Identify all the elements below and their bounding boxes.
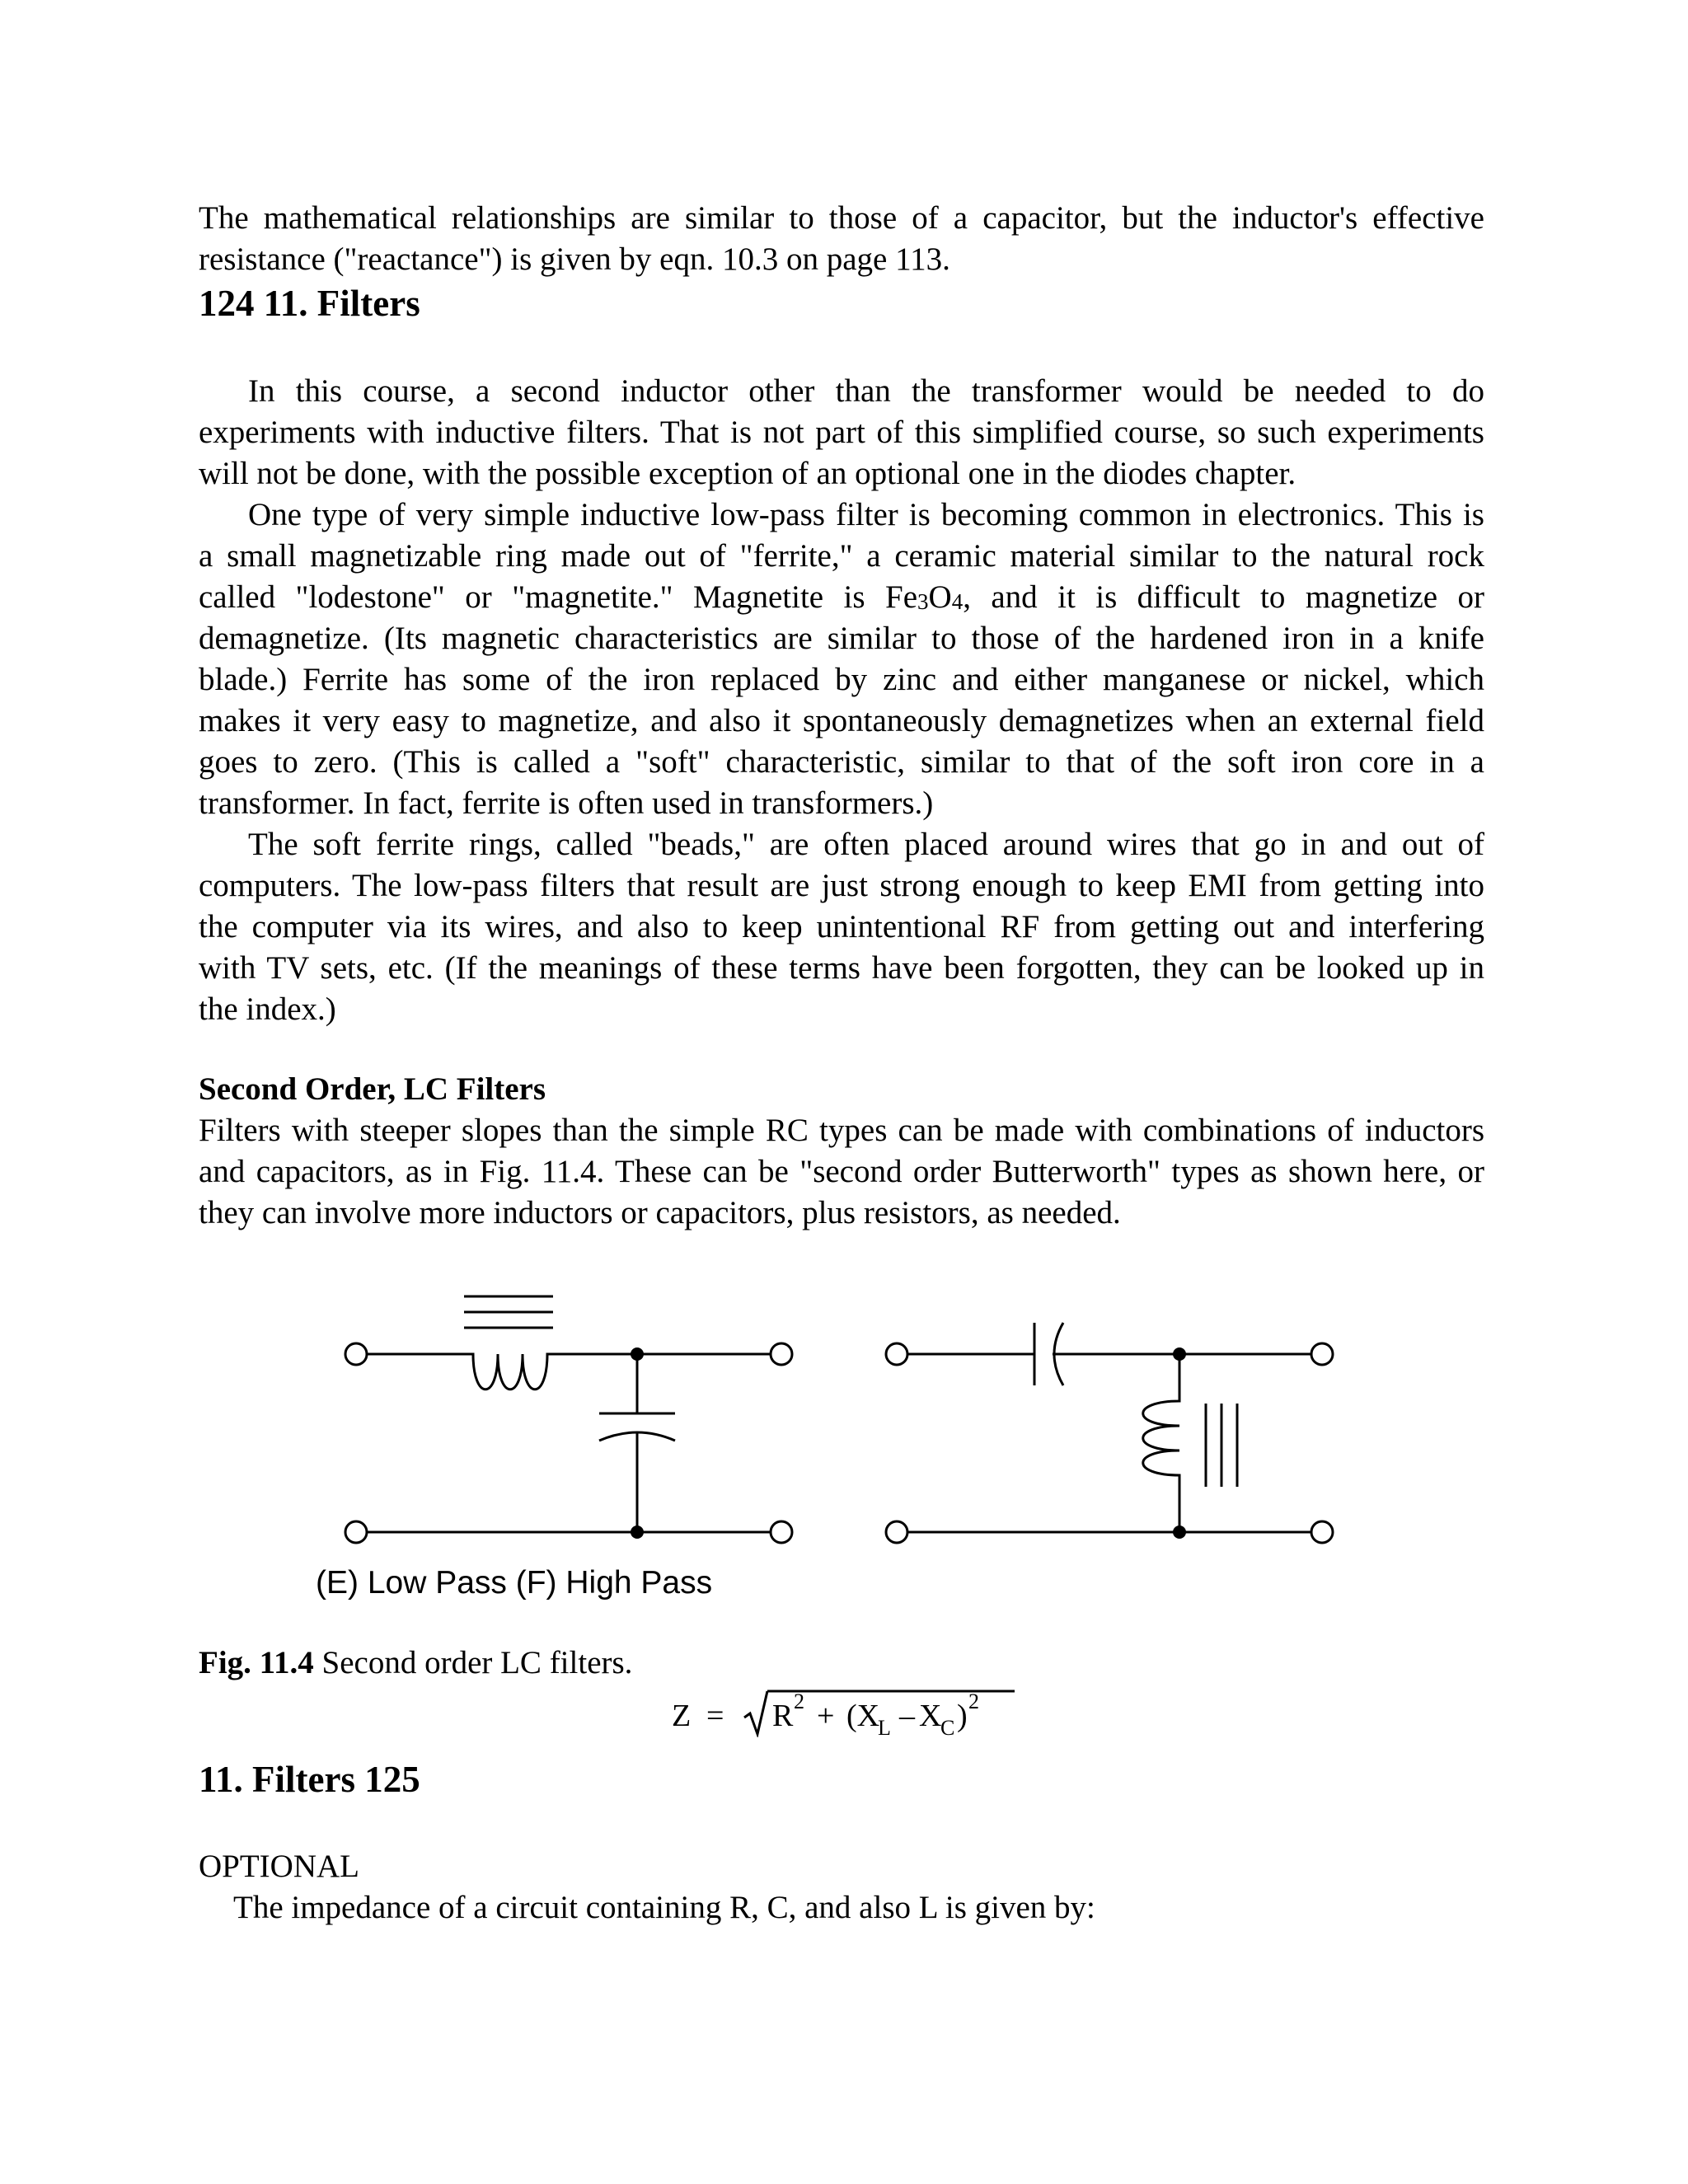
output-terminal-bottom xyxy=(1311,1521,1333,1543)
page-header-124: 124 11. Filters xyxy=(199,283,420,324)
text-line: will not be done, with the possible exception of an optional one in the diodes chapter. xyxy=(199,456,1296,491)
text-line: experiments with inductive filters. That is not part of this simplified course, so such experiments xyxy=(199,415,1484,450)
eq-xl: (X xyxy=(846,1699,880,1733)
text-line: the computer via its wires, and also to keep unintentional RF from getting out and interfering xyxy=(199,909,1484,944)
input-terminal-top xyxy=(345,1343,367,1365)
section-heading: Second Order, LC Filters xyxy=(199,1071,546,1107)
text-line: The mathematical relationships are similar to those of a capacitor, but the inductor's effective xyxy=(199,200,1484,236)
text-line: makes it very easy to magnetize, and also it spontaneously demagnetizes when an external field xyxy=(199,703,1484,738)
page-header-125: 11. Filters 125 xyxy=(199,1759,420,1800)
figure-caption xyxy=(199,1643,632,1684)
optional-label: OPTIONAL xyxy=(199,1849,359,1884)
text-line: One type of very simple inductive low-pass filter is becoming common in electronics. This is xyxy=(248,497,1484,532)
eq-plus: + xyxy=(817,1699,835,1733)
input-terminal-bottom xyxy=(345,1521,367,1543)
formula-element: O xyxy=(928,579,952,615)
low-pass-circuit xyxy=(345,1296,792,1543)
text-segment: , and it is difficult to magnetize or xyxy=(963,579,1484,615)
output-terminal-top xyxy=(771,1343,792,1365)
high-pass-circuit xyxy=(886,1323,1333,1543)
eq-r-squared: 2 xyxy=(794,1690,804,1713)
input-terminal-bottom xyxy=(886,1521,907,1543)
text-line: demagnetize. (Its magnetic characteristics are similar to those of the hardened iron in a knife xyxy=(199,621,1484,656)
text-line: In this course, a second inductor other than the transformer would be needed to do xyxy=(248,373,1484,409)
eq-c-subscript: C xyxy=(940,1716,955,1740)
text-line: transformer. In fact, ferrite is often used in transformers.) xyxy=(199,785,934,821)
text-line: goes to zero. (This is called a "soft" characteristic, similar to that of the soft iron core in a xyxy=(199,744,1484,780)
eq-z: Z xyxy=(672,1699,692,1733)
text-line: resistance ("reactance") is given by eqn. 10.3 on page 113. xyxy=(199,241,950,277)
eq-r: R xyxy=(772,1699,794,1733)
figure-caption-label: Fig. 11.4 xyxy=(199,1645,314,1680)
text-line: computers. The low-pass filters that result are just strong enough to keep EMI from getting into xyxy=(199,868,1484,903)
output-terminal-top xyxy=(1311,1343,1333,1365)
figure-caption-text: Second order LC filters. xyxy=(313,1645,633,1680)
text-line: and capacitors, as in Fig. 11.4. These can be "second order Butterworth" types as shown here, or xyxy=(199,1154,1484,1189)
eq-minus: – xyxy=(899,1699,915,1733)
eq-l-subscript: L xyxy=(878,1716,891,1740)
text-line: Filters with steeper slopes than the simple RC types can be made with combinations of inductors xyxy=(199,1113,1484,1148)
eq-xc: X xyxy=(919,1699,942,1733)
formula-subscript: 4 xyxy=(951,589,964,614)
text-line: blade.) Ferrite has some of the iron replaced by zinc and either manganese or nickel, which xyxy=(199,662,1484,697)
figure-inline-label: (E) Low Pass (F) High Pass xyxy=(316,1565,713,1601)
text-line: The soft ferrite rings, called "beads," are often placed around wires that go in and out of xyxy=(248,827,1484,862)
inductor-symbol xyxy=(1143,1354,1179,1532)
text-segment: called "lodestone" or "magnetite." Magnetite is Fe xyxy=(199,579,918,615)
formula-subscript: 3 xyxy=(917,589,929,614)
eq-close-paren: ) xyxy=(957,1699,968,1733)
eq-equals: = xyxy=(706,1699,724,1733)
final-sentence: The impedance of a circuit containing R, C, and also L is given by: xyxy=(233,1890,1095,1925)
text-line: they can involve more inductors or capacitors, plus resistors, as needed. xyxy=(199,1195,1121,1230)
input-terminal-top xyxy=(886,1343,907,1365)
text-line: a small magnetizable ring made out of "ferrite," a ceramic material similar to the natural rock xyxy=(199,538,1484,574)
junction-dot xyxy=(1173,1526,1186,1539)
junction-dot xyxy=(631,1526,644,1539)
output-terminal-bottom xyxy=(771,1521,792,1543)
radical-sign xyxy=(743,1688,769,1737)
text-line: the index.) xyxy=(199,991,336,1027)
text-line: with TV sets, etc. (If the meanings of these terms have been forgotten, they can be looked up in xyxy=(199,950,1484,986)
eq-outer-squared: 2 xyxy=(968,1690,979,1713)
inductor-symbol xyxy=(367,1354,771,1390)
